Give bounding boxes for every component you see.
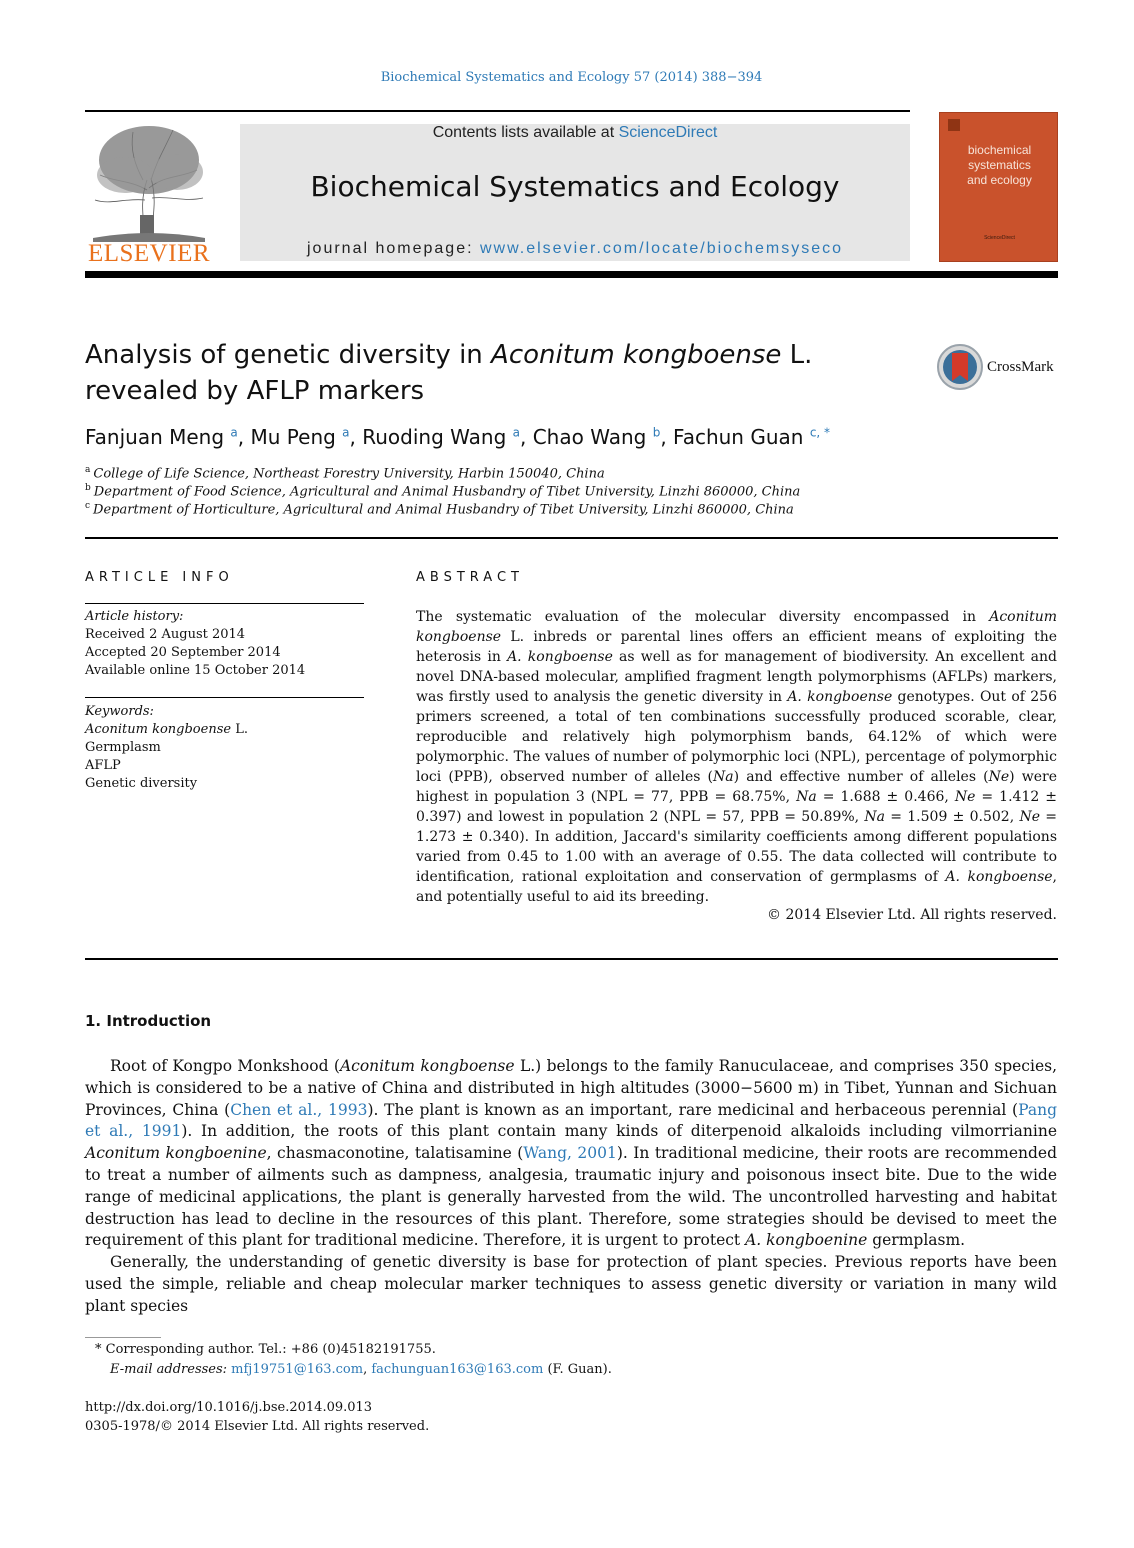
journal-cover[interactable] (939, 112, 1058, 262)
elsevier-wordmark: ELSEVIER (87, 240, 211, 267)
email-line (110, 1362, 612, 1377)
email-suffix: (F. Guan). (543, 1362, 612, 1377)
abstract-italic: Ne (988, 769, 1010, 785)
email-link[interactable]: mfj19751@163.com (231, 1362, 364, 1377)
title-text: revealed by AFLP markers (85, 376, 425, 406)
author-name[interactable]: Chao Wang (532, 425, 647, 449)
section-divider (85, 958, 1058, 960)
author-affiliation-marker[interactable]: a (512, 425, 520, 440)
author-affiliation-marker[interactable]: a (342, 425, 350, 440)
email-separator: , (363, 1362, 372, 1377)
author-name[interactable]: Mu Peng (250, 425, 336, 449)
abstract-run: ) and effective number of alleles ( (733, 769, 989, 785)
author-name[interactable]: Fachun Guan (673, 425, 804, 449)
abstract-run: = 1.412 ± 0.397) and lowest in population 2 (NPL = 57, PPB = 50.89%, (416, 789, 1058, 825)
affiliation-marker: c (85, 501, 91, 511)
intro-italic: A. kongboenine (745, 1231, 868, 1250)
abstract-run: The systematic evaluation of the molecular diversity encompassed in (416, 609, 990, 625)
intro-run: ). In addition, the roots of this plant contain many kinds of diterpenoid alkaloids including vilmorrianine (181, 1122, 1057, 1141)
abstract-run: , and potentially useful to aid its breeding. (416, 869, 1057, 905)
intro-run: ). The plant is known as an important, rare medicinal and herbaceous perennial ( (367, 1100, 1019, 1119)
intro-run: Root of Kongpo Monkshood ( (110, 1057, 340, 1075)
author-name[interactable]: Fanjuan Meng (85, 425, 225, 449)
article-info-heading: ARTICLE INFO (85, 570, 234, 585)
citation-link[interactable]: Wang, 2001 (523, 1144, 617, 1163)
abstract-copyright: © 2014 Elsevier Ltd. All rights reserved. (767, 907, 1057, 923)
citation-link[interactable]: Chen et al., 1993 (230, 1100, 368, 1119)
author-name[interactable]: Ruoding Wang (362, 425, 507, 449)
cover-title (940, 143, 1059, 188)
abstract-italic: A. kongboense (507, 649, 613, 665)
author-list: Fanjuan Meng $^a$, Mu Peng $^a$, Ruoding Wang $^a$, Chao Wang $^b$, Fachun Guan $^{c, *}$ (85, 425, 831, 449)
keyword: Germplasm (85, 740, 161, 755)
article-history (85, 608, 365, 680)
affiliation-marker: a (85, 465, 91, 475)
abstract-run: = 1.509 ± 0.502, (885, 809, 1020, 825)
abstract-run: = 1.273 ± 0.340). In addition, Jaccard's similarity coefficients among different populations varied from 0.45 to 1.00 with an average of 0.55. The data collected will contribute to identification, rational exploitation and conservation of germplasms of (416, 809, 1057, 885)
keyword (85, 721, 365, 739)
keywords-label: Keywords: (85, 704, 154, 719)
history-accepted: Accepted 20 September 2014 (85, 645, 281, 660)
intro-paragraph: Generally, the understanding of genetic diversity is base for protection of plant species. Previous reports have been used the simple, reliable and cheap molecular marker techniques to assess genetic diversity or variation in many wild plant species (85, 1253, 1057, 1315)
keyword: AFLP (85, 758, 121, 773)
affiliation (85, 501, 794, 517)
title-text: Analysis of genetic diversity in (85, 340, 492, 370)
homepage-line (240, 240, 910, 258)
abstract-italic: Na (796, 789, 817, 805)
introduction-heading: 1. Introduction (85, 1012, 212, 1030)
email-label: E-mail addresses: (110, 1362, 232, 1377)
abstract-text (416, 607, 1057, 907)
keyword-suffix: L. (231, 722, 248, 737)
abstract-italic: A. kongboense (787, 689, 893, 705)
citation-link[interactable]: Pang et al., 1991 (85, 1100, 1057, 1141)
header-divider (85, 110, 910, 112)
section-divider (85, 537, 1058, 539)
abstract-run: = 1.688 ± 0.466, (816, 789, 955, 805)
cover-title-line: and ecology (967, 173, 1032, 187)
history-online: Available online 15 October 2014 (85, 663, 306, 678)
homepage-link[interactable]: www.elsevier.com/locate/biochemsyseco (479, 240, 843, 257)
intro-run: germplasm. (867, 1231, 966, 1250)
affiliation-text: Department of Horticulture, Agricultural and Animal Husbandry of Tibet University, Linzhi 860000, China (93, 502, 794, 518)
email-link[interactable]: fachunguan163@163.com (371, 1362, 544, 1377)
affiliation-text: Department of Food Science, Agricultural and Animal Husbandry of Tibet University, Linzhi 860000, China (93, 484, 801, 500)
author-affiliation-marker[interactable]: c, * (809, 425, 831, 440)
introduction-body (85, 1056, 1057, 1318)
intro-run: ). In traditional medicine, their roots are recommended to treat a number of ailments such as dampness, analgesia, traumatic injury and poisonous insect bite. Due to the wide range of medicinal applications, the plant is generally harvested from the wild. The uncontrolled harvesting and habitat destruction has lead to decline in the resources of this plant. Therefore, some strategies should be devised to meet the requirement of this plant for traditional medicine. Therefore, it is urgent to protect (85, 1144, 1058, 1250)
affiliation (85, 465, 605, 481)
intro-italic: Aconitum kongboenine (85, 1144, 267, 1163)
title-text: L. (781, 340, 813, 370)
cover-publisher-icon (948, 119, 960, 131)
affiliation-text: College of Life Science, Northeast Forestry University, Harbin 150040, China (93, 466, 605, 482)
crossmark-label[interactable]: CrossMark (987, 359, 1054, 375)
contents-prefix: Contents lists available at (432, 124, 619, 141)
abstract-run: as well as for management of biodiversity. An excellent and novel DNA-based molecular, amplified fragment length polymorphisms (AFLPs) markers, was firstly used to analysis the genetic diversity in (416, 649, 1058, 705)
abstract-heading: ABSTRACT (416, 570, 524, 585)
issn-line: 0305-1978/© 2014 Elsevier Ltd. All rights reserved. (85, 1419, 430, 1434)
abstract-italic: A. kongboense (945, 869, 1053, 885)
keywords-block (85, 703, 365, 793)
affiliation-marker: b (85, 483, 91, 493)
keyword-species: Aconitum kongboense (85, 722, 232, 737)
abstract-italic: Na (713, 769, 734, 785)
affiliation (85, 483, 800, 499)
cover-title-line: biochemical (967, 143, 1032, 157)
intro-run: , chasmaconotine, talatisamine ( (266, 1144, 524, 1163)
homepage-prefix: journal homepage: (307, 240, 480, 257)
journal-reference[interactable]: Biochemical Systematics and Ecology 57 (2014) 388−394 (380, 70, 763, 85)
keyword: Genetic diversity (85, 776, 198, 791)
abstract-italic: Na (864, 809, 885, 825)
abstract-run: genotypes. Out of 256 primers screened, a total of ten combinations successfully produced scorable, clear, reproducible and relatively high polymorphism bands, 64.12% of which were polymorphic. The values of number of polymorphic loci (NPL), percentage of polymorphic loci (PPB), observed number of alleles ( (416, 689, 1057, 785)
info-divider (85, 697, 364, 698)
intro-paragraph (85, 1056, 1057, 1252)
cover-sciencedirect: ScienceDirect (984, 235, 1015, 241)
author-affiliation-marker[interactable]: b (652, 425, 661, 440)
intro-run: L.) belongs to the family Ranuculaceae, and comprises 350 species, which is considered to be a native of China and distributed in high altitudes (3000−5600 m) in Tibet, Yunnan and Sichuan Provinces, China ( (85, 1057, 1057, 1119)
header-thick-divider (85, 271, 1058, 278)
journal-title: Biochemical Systematics and Ecology (310, 170, 840, 203)
intro-italic: Aconitum kongboense (339, 1057, 515, 1075)
abstract-italic: Aconitum kongboense (416, 609, 1057, 645)
author-affiliation-marker[interactable]: a (230, 425, 238, 440)
doi-link[interactable]: http://dx.doi.org/10.1016/j.bse.2014.09.013 (85, 1400, 373, 1415)
cover-title-line: systematics (968, 158, 1031, 172)
article-title (85, 337, 885, 409)
footnote-divider (85, 1337, 161, 1338)
abstract-italic: Ne (1019, 809, 1040, 825)
abstract-italic: Ne (954, 789, 976, 805)
info-divider (85, 603, 364, 604)
history-label: Article history: (85, 609, 184, 624)
abstract-run: ) were highest in population 3 (NPL = 77, PPB = 68.75%, (416, 769, 1057, 805)
corresponding-author-note: * Corresponding author. Tel.: +86 (0)45182191755. (95, 1342, 436, 1357)
contents-line (240, 124, 910, 142)
abstract-run: L. inbreds or parental lines offers an efficient means of exploiting the heterosis in (416, 629, 1057, 665)
sciencedirect-link[interactable]: ScienceDirect (618, 124, 718, 141)
title-species: Aconitum kongboense (491, 340, 782, 370)
history-received: Received 2 August 2014 (85, 627, 246, 642)
